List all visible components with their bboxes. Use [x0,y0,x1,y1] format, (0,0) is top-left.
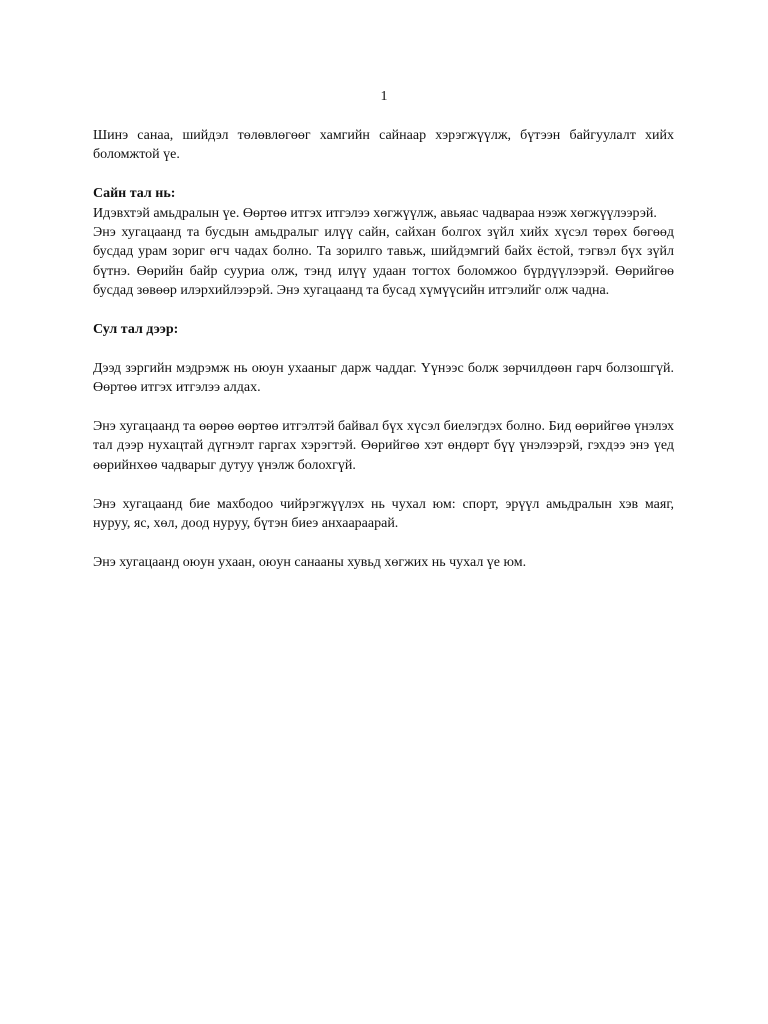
paragraph-spacer [93,475,674,494]
weaknesses-paragraph-1: Дээд зэргийн мэдрэмж нь оюун ухааныг дарж чаддаг. Үүнээс болж зөрчилдөөн гарч болзошгүй. Өөртөө итгэх итгэлээ алдах. [93,360,674,396]
paragraph-spacer [93,533,674,552]
page-number: 1 [380,89,388,104]
paragraph-spacer [93,301,674,320]
weaknesses-paragraph-2: Энэ хугацаанд та өөрөө өөртөө итгэлтэй байвал бүх хүсэл биелэгдэх болно. Бид өөрийгөө үнэлэх тал дээр нухацтай дүгнэлт гаргах хэрэгтэй. Өөрийгөө хэт өндөрт бүү үнэлээрэй, гэхдээ энэ үед өөрийнхөө чадварыг дутуу үнэлж болохгүй. [93,419,674,473]
strengths-heading: Сайн тал нь: [93,186,176,202]
strengths-paragraph-2: Энэ хугацаанд та бусдын амьдралыг илүү сайн, сайхан болгох зүйл хийх хүсэл төрөх бөгөөд бусдад урам зориг өгч чадах болно. Та зорилго тавьж, шийдэмгий байх ёстой, тэгвэл бүх зүйл бүтнэ. Өөрийн байр сууриа олж, тэнд илүү удаан тогтох боломжоо бүрдүүлээрэй. Өөрийгөө бусдад зөвөөр илэрхийлээрэй. Энэ хугацаанд та бусад хүмүүсийн итгэлийг олж чадна. [93,225,674,299]
weaknesses-paragraph-4: Энэ хугацаанд оюун ухаан, оюун санааны хувьд хөгжих нь чухал үе юм. [93,554,527,570]
paragraph-spacer [93,339,674,358]
weaknesses-heading: Сул тал дээр: [93,322,179,338]
intro-paragraph: Шинэ санаа, шийдэл төлөвлөгөөг хамгийн сайнаар хэрэгжүүлж, бүтээн байгуулалт хийх боломжтой үе. [93,128,674,163]
weaknesses-paragraph-3: Энэ хугацаанд бие махбодоо чийрэгжүүлэх нь чухал юм: спорт, эрүүл амьдралын хэв маяг, нуруу, яс, хөл, доод нуруу, бүтэн биеэ анхаараарай. [93,496,674,532]
paragraph-spacer [93,165,674,184]
paragraph-spacer [93,398,674,417]
document-body [93,126,674,572]
strengths-paragraph-1: Идэвхтэй амьдралын үе. Өөртөө итгэх итгэлээ хөгжүүлж, авьяас чадвараа нээж хөгжүүлээрэй. [93,205,657,221]
